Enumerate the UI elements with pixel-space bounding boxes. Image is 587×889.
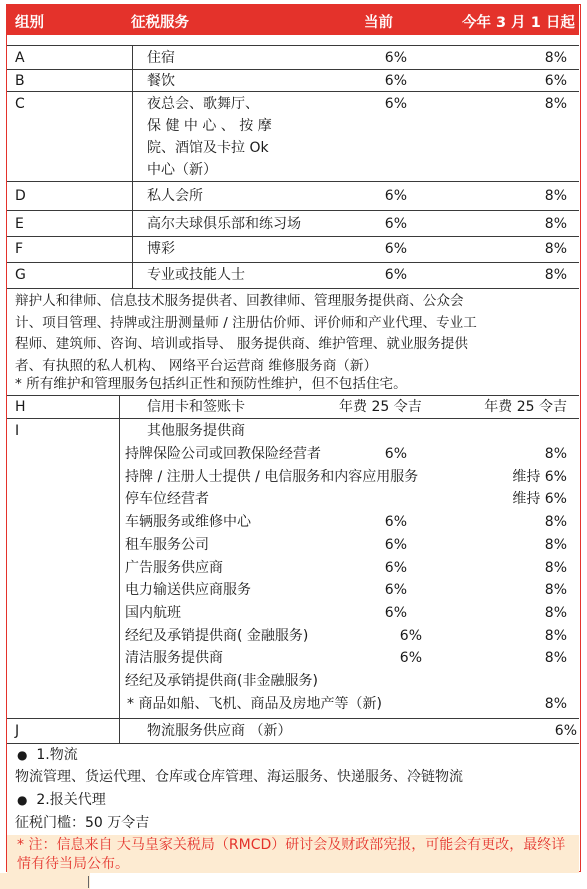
row-i-item-service: 持牌保险公司或回教保险经营者 [125,446,321,462]
row-c-current: 6% [384,96,407,112]
header-march: 今年 3 月 1 日起 [462,15,575,31]
row-b-service: 餐饮 [147,73,175,89]
row-c-service-line: 院、酒馆及卡拉 Ok [147,140,269,156]
row-i-item-march: 8% [544,582,567,599]
bullet-icon: ● [17,793,28,807]
row-f-current: 6% [384,241,407,257]
logistics-title-1: 1.物流 [36,747,78,763]
row-line [7,236,579,237]
row-d-service: 私人会所 [147,188,203,204]
row-i-item-current: 6% [384,446,407,462]
row-c-service-line: 中心（新） [147,162,217,178]
row-i-item-service: 经纪及承销提供商(非金融服务) [125,673,318,689]
logistics-threshold: 征税门槛：50 万令吉 [15,815,150,831]
row-line [7,69,579,70]
header-current: 当前 [364,15,393,31]
header-service: 征税服务 [131,15,189,31]
row-e-group: E [15,216,24,232]
logistics-item-1 [17,745,78,765]
header-group: 组别 [15,15,44,31]
row-b-march: 6% [544,73,567,89]
row-line [7,181,579,182]
row-e-current: 6% [384,216,407,232]
row-a-service: 住宿 [147,50,175,66]
row-i-item-service: 电力输送供应商服务 [125,582,251,599]
row-i-item-service: 停车位经营者 [125,491,209,508]
row-c-service-line: 保 健 中 心 、 按 摩 [147,118,272,134]
row-a-current: 6% [384,50,407,66]
row-i-item-current: 6% [384,604,407,621]
row-i-item-service: 租车服务公司 [125,536,209,553]
row-j-group: J [15,723,20,739]
row-line [7,718,579,719]
row-a-march: 8% [544,50,567,66]
row-i-item-current: 6% [384,559,407,576]
row-i-item-current: 6% [399,650,422,667]
row-e-march: 8% [544,216,567,232]
bullet-icon: ● [17,748,28,762]
tax-table [6,4,581,872]
row-i-item-current: 6% [384,514,407,531]
bottom-tick [88,876,89,888]
g-note-line: 者、有执照的私人机构、 网络平台运营商 维修服务商（新） [15,357,378,374]
row-g-group: G [15,267,26,283]
footnote-text: * 注：信息来自 大马皇家关税局（RMCD）研讨会及财政部宪报，可能会有更改，最终详情有待当局公布。 [17,837,566,872]
g-note-footnote: * 所有维护和管理服务包括纠正性和预防性维护，但不包括住宅。 [15,376,407,392]
row-i-item-march: 8% [544,695,567,712]
column-divider [119,395,120,743]
row-line [7,288,579,289]
row-f-group: F [15,241,24,257]
row-line [7,45,579,46]
row-line [7,210,579,211]
row-j-march: 6% [554,723,577,739]
column-divider [132,45,133,288]
row-a-group: A [15,50,25,66]
logistics-item-2 [17,790,106,810]
row-i-item-march: 8% [544,536,567,553]
row-i-item-march: 8% [544,446,567,462]
g-note-line: 程师、建筑师、咨询、培训或指导、 服务提供商、维护管理、就业服务提供 [15,336,468,352]
row-i-group: I [15,423,20,439]
row-i-item-march: 8% [544,627,567,644]
row-i-item-march: 维持 6% [512,468,567,485]
row-i-item-service: * 商品如船、飞机、商品及房地产等（新) [127,695,382,712]
row-i-title: 其他服务提供商 [147,423,245,439]
bottom-strip [0,873,90,889]
row-g-service: 专业或技能人士 [147,267,245,283]
row-i-item-service: 车辆服务或维修中心 [125,514,251,531]
row-f-service: 博彩 [147,241,175,257]
row-i-item-current: 6% [384,582,407,599]
row-i-item-march: 8% [544,650,567,667]
row-j-service: 物流服务供应商 （新） [147,723,292,739]
row-c-group: C [15,96,25,112]
footnote-box [7,835,579,873]
row-line [7,91,579,92]
row-i-item-service: 清洁服务提供商 [125,650,223,667]
row-c-service-line: 夜总会、歌舞厅、 [147,96,259,112]
logistics-title-2: 2.报关代理 [36,792,106,808]
row-i-item-march: 8% [544,514,567,531]
row-line [7,418,579,419]
row-c-march: 8% [544,96,567,112]
row-line [7,743,579,744]
row-h-current: 年费 25 令吉 [339,399,422,415]
row-line [7,262,579,263]
row-g-march: 8% [544,267,567,283]
row-b-current: 6% [384,73,407,89]
row-i-item-march: 维持 6% [512,491,567,508]
row-h-service: 信用卡和签账卡 [147,399,245,415]
row-d-group: D [15,188,26,204]
row-i-item-service: 广告服务供应商 [125,559,223,576]
row-e-service: 高尔夫球俱乐部和练习场 [147,216,301,232]
row-i-item-march: 8% [544,559,567,576]
row-i-item-current: 6% [384,536,407,553]
row-i-item-current: 6% [399,627,422,644]
row-h-march: 年费 25 令吉 [484,399,567,415]
row-d-march: 8% [544,188,567,204]
table-header [7,5,579,35]
row-i-item-march: 8% [544,604,567,621]
row-i-item-service: 持牌 / 注册人士提供 / 电信服务和内容应用服务 [125,468,419,485]
row-i-item-service: 经纪及承销提供商( 金融服务) [125,627,309,644]
row-d-current: 6% [384,188,407,204]
logistics-desc: 物流管理、货运代理、仓库或仓库管理、海运服务、快递服务、冷链物流 [15,769,463,785]
row-g-current: 6% [384,267,407,283]
row-b-group: B [15,73,25,89]
row-i-item-service: 国内航班 [125,604,181,621]
row-h-group: H [15,399,26,415]
g-note-line: 计、项目管理、持牌或注册测量师 / 注册估价师、评价师和产业代理、专业工 [15,314,477,331]
g-note-line: 辩护人和律师、信息技术服务提供者、回教律师、管理服务提供商、公众会 [15,293,464,309]
row-f-march: 8% [544,241,567,257]
